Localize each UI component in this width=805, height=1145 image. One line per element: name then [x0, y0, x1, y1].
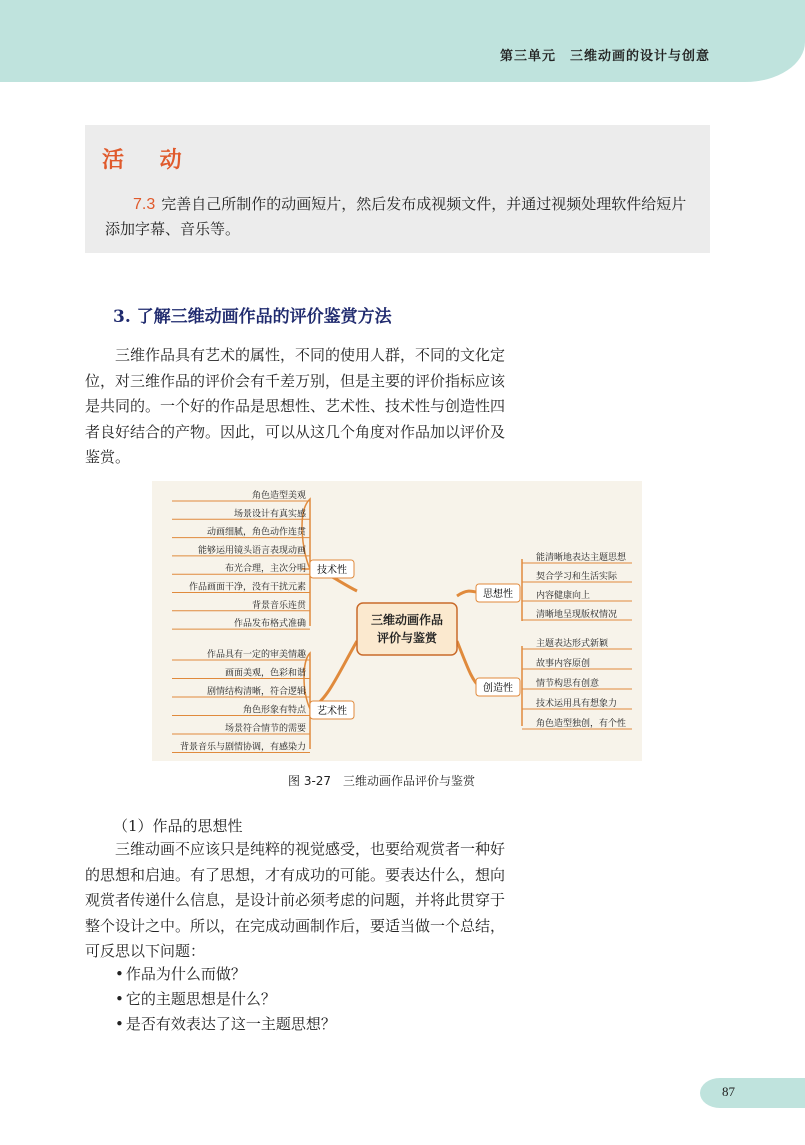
header-band [0, 0, 805, 82]
section-title: 3. 了解三维动画作品的评价鉴赏方法 [113, 307, 392, 327]
center-node-box [357, 603, 457, 655]
creative-leaf-text: 技术运用具有想象力 [536, 699, 618, 709]
page-number-tab [700, 1078, 805, 1108]
branch-art [310, 641, 357, 709]
thought-leaf-text: 清晰地呈现版权情况 [536, 610, 618, 620]
tech-node-label: 技术性 [317, 565, 347, 576]
question-list [115, 962, 336, 1037]
section-paragraph: 三维作品具有艺术的属性，不同的使用人群，不同的文化定位，对三维作品的评价会有千差万别，但是主要的评价指标应该是共同的。一个好的作品是思想性、艺术性、技术性与创造性四者良好结合的产物。因此，可以从这几个角度对作品加以评价及鉴赏。 [85, 346, 506, 466]
thought-leaf-text: 契合学习和生活实际 [536, 572, 618, 582]
tech-leaf-text: 作品画面干净，没有干扰元素 [188, 582, 306, 593]
thought-leaf-text: 能清晰地表达主题思想 [536, 553, 627, 563]
figure-caption: 图 3-27 三维动画作品评价与鉴赏 [288, 774, 476, 788]
creative-leaves [522, 637, 632, 729]
tech-leaf-text: 场景设计有真实感 [233, 509, 306, 520]
art-leaf-text: 画面美观，色彩和谐 [224, 668, 306, 679]
tech-leaf-text: 能够运用镜头语言表现动画 [197, 545, 306, 556]
art-leaves [172, 648, 310, 753]
tech-leaf-text: 背景音乐连贯 [251, 600, 306, 611]
art-leaf-text: 作品具有一定的审美情趣 [206, 650, 306, 660]
tech-leaf-text: 角色造型美观 [251, 491, 306, 501]
list-item: • 它的主题思想是什么？ [115, 987, 336, 1012]
tech-leaves [172, 489, 310, 629]
activity-text [105, 192, 695, 242]
unit-title: 第三单元 三维动画的设计与创意 [499, 49, 710, 64]
list-item: • 是否有效表达了这一主题思想？ [115, 1012, 336, 1037]
center-line-2: 评价与鉴赏 [376, 631, 438, 645]
creative-leaf-text: 情节构思有创意 [536, 679, 600, 689]
activity-title: 活 动 [102, 148, 196, 173]
creative-leaf-text: 角色造型独创，有个性 [536, 719, 627, 729]
activity-number: 7.3 [133, 196, 156, 213]
art-leaf-text: 背景音乐与剧情协调，有感染力 [179, 742, 306, 753]
tech-leaf-text: 布光合理，主次分明 [224, 564, 306, 575]
art-leaf-text: 场景符合情节的需要 [224, 724, 306, 734]
tech-leaf-text: 作品发布格式准确 [233, 619, 306, 630]
art-node-label: 艺术性 [317, 706, 347, 717]
art-leaf-text: 角色形象有特点 [242, 705, 306, 716]
page-number: 87 [722, 1084, 735, 1099]
thought-node-label: 思想性 [483, 589, 513, 600]
creative-node-label: 创造性 [483, 683, 513, 694]
subsection-paragraph: 三维动画不应该只是纯粹的视觉感受，也要给观赏者一种好的思想和启迪。有了思想，才有成功的可能。要表达什么，想向观赏者传递什么信息，是设计前必须考虑的问题，并将此贯穿于整个设计之中。所以，在完成动画制作后，要适当做一个总结，可反思以下问题： [85, 840, 506, 960]
center-line-1: 三维动画作品 [370, 613, 444, 627]
thought-leaves [522, 551, 632, 620]
activity-box [85, 125, 710, 253]
creative-leaf-text: 主题表达形式新颖 [536, 639, 609, 649]
activity-body: 完善自己所制作的动画短片，然后发布成视频文件，并通过视频处理软件给短片添加字幕、音乐等。 [105, 195, 687, 238]
tech-leaf-text: 动画细腻，角色动作连贯 [206, 527, 306, 538]
subsection-title: （1）作品的思想性 [113, 817, 243, 835]
art-spine [304, 653, 310, 749]
list-item: • 作品为什么而做？ [115, 962, 336, 987]
creative-leaf-text: 故事内容原创 [536, 659, 591, 669]
thought-leaf-text: 内容健康向上 [536, 591, 591, 601]
mindmap-svg [152, 481, 642, 761]
art-leaf-text: 剧情结构清晰，符合逻辑 [206, 687, 306, 697]
mindmap-figure [152, 481, 642, 761]
